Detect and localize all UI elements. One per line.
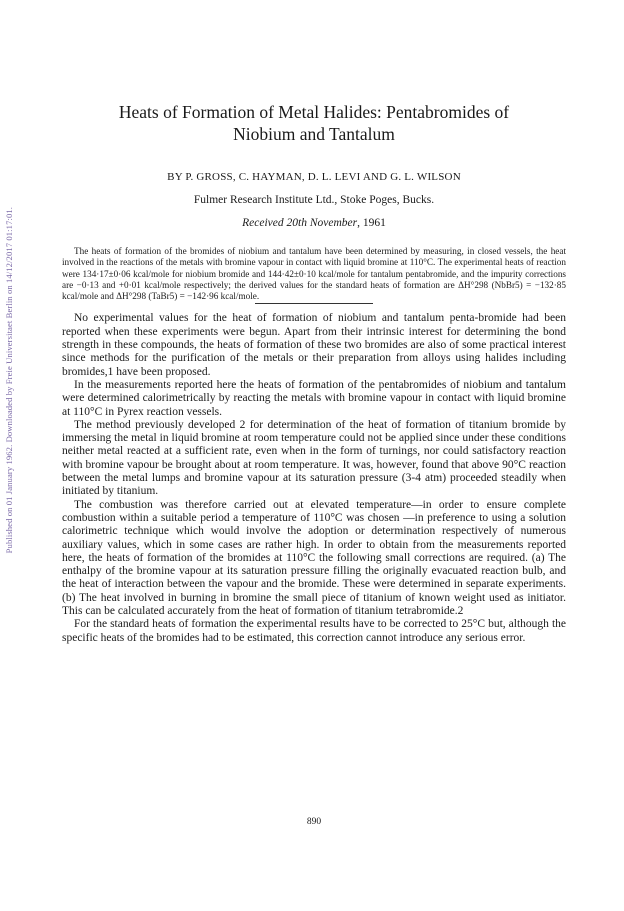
download-notice-text: Published on 01 January 1962. Downloaded by Freie Universitaet Berlin on 14/12/2017 01:17:01.: [4, 206, 14, 554]
body-paragraph: For the standard heats of formation the experimental results have to be corrected to 25°C but, although the specific heats of the bromides had to be estimated, this correction cannot introduce any serious error.: [62, 618, 566, 644]
section-divider: [255, 303, 373, 304]
body-text: [62, 312, 566, 644]
received-year: , 1961: [357, 217, 386, 229]
page-number: 890: [306, 817, 322, 827]
body-paragraph: The combustion was therefore carried out at elevated temperature—in order to ensure complete combustion within a suitable period a temperature of 110°C was chosen —in preference to using a solution calorimetric technique which would involve the adoption or determination respectively of numerous auxiliary values, which in some cases are rather high. In order to obtain from the measurements reported here, the heats of formation of the bromides at 110°C the following small corrections are required. (a) The enthalpy of the bromine vapour at its saturation pressure filling the originally evacuated reaction bulb, and the heat of interaction between the vapour and the bromide. These were determined in separate experiments. (b) The heat involved in burning in bromine the small piece of titanium of known weight used as initiator. This can be calculated accurately from the heat of formation of titanium tetrabromide.2: [62, 498, 566, 618]
body-paragraph: No experimental values for the heat of formation of niobium and tantalum penta-bromide had been reported when these experiments were begun. Apart from their intrinsic interest for determining the bond strength in these compounds, the heats of formation of these two bromides are also of some practical interest since methods for the purification of the metals or their preparation from alloys using halides including bromides,1 have been proposed.: [62, 312, 566, 378]
title-line-2: Niobium and Tantalum: [233, 124, 395, 144]
received-day-month: 20th November: [286, 217, 358, 229]
paper-title: [62, 101, 566, 145]
received-label: Received: [242, 217, 284, 229]
download-watermark: [0, 150, 18, 610]
body-paragraph: In the measurements reported here the heats of formation of the pentabromides of niobium and tantalum were determined calorimetrically by reacting the metals with bromine vapour in contact with liquid bromine at 110°C in Pyrex reaction vessels.: [62, 378, 566, 418]
title-line-1: Heats of Formation of Metal Halides: Pentabromides of: [118, 102, 510, 122]
abstract: The heats of formation of the bromides of niobium and tantalum have been determined by measuring, in closed vessels, the heat involved in the reactions of the metals with bromine vapour in contact with liquid bromine at 110°C. The experimental heats of reaction were 134·17±0·06 kcal/mole for niobium bromide and 144·42±0·10 kcal/mole for tantalum pentabromide, and the impurity corrections are −0·13 and +0·01 kcal/mole respectively; the derived values for the standard heats of formation are ΔH°298 (NbBr5) = −132·85 kcal/mole and ΔH°298 (TaBr5) = −142·96 kcal/mole.: [62, 246, 566, 302]
paper-page: [62, 0, 566, 827]
body-paragraph: The method previously developed 2 for determination of the heat of formation of titanium bromide by immersing the metal in liquid bromine at room temperature could not be applied since under these conditions neither metal reacted at a sufficient rate, even when in the form of turnings, nor could satisfactory reaction with bromine vapour be brought about at room temperature. It was, however, found that above 90°C reaction between the metal lumps and bromine vapour at its saturation pressure (3-4 atm) proceeded steadily when initiated by titanium.: [62, 418, 566, 498]
received-date: [62, 216, 566, 230]
affiliation: Fulmer Research Institute Ltd., Stoke Poges, Bucks.: [193, 194, 435, 206]
author-list: BY P. GROSS, C. HAYMAN, D. L. LEVI AND G. L. WILSON: [167, 171, 461, 183]
